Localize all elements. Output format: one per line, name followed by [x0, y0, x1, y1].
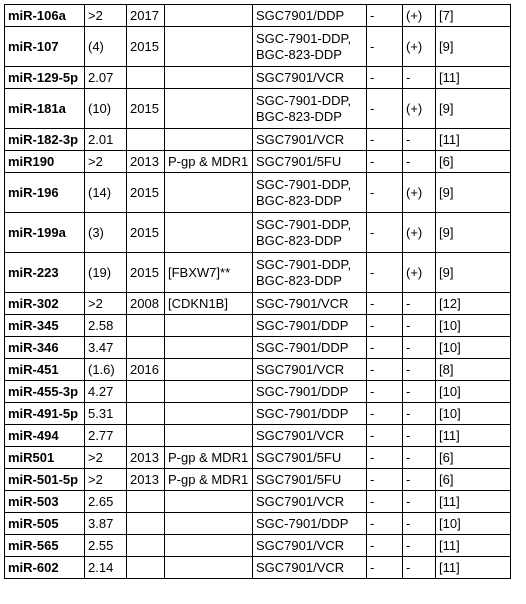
fold-change-cell: 2.07 — [85, 67, 127, 89]
table-body — [5, 5, 511, 579]
column-7-cell: - — [403, 535, 436, 557]
fold-change-cell: >2 — [85, 447, 127, 469]
year-cell: 2016 — [127, 359, 165, 381]
table-row — [5, 557, 511, 579]
reference-cell: [10] — [436, 337, 511, 359]
cell-line-cell: SGC7901/5FU — [253, 447, 367, 469]
mirna-name-cell: miR190 — [5, 151, 85, 173]
table-row — [5, 447, 511, 469]
cell-line-cell: SGC7901/VCR — [253, 67, 367, 89]
column-7-cell: (+) — [403, 213, 436, 253]
year-cell — [127, 491, 165, 513]
cell-line-cell: SGC-7901-DDP, BGC-823-DDP — [253, 213, 367, 253]
cell-line-cell: SGC7901/VCR — [253, 129, 367, 151]
mirna-name-cell: miR-129-5p — [5, 67, 85, 89]
year-cell: 2015 — [127, 27, 165, 67]
target-cell: P-gp & MDR1 — [165, 151, 253, 173]
year-cell: 2017 — [127, 5, 165, 27]
cell-line-cell: SGC-7901/DDP — [253, 315, 367, 337]
column-7-cell: - — [403, 315, 436, 337]
reference-cell: [6] — [436, 469, 511, 491]
target-cell: P-gp & MDR1 — [165, 447, 253, 469]
target-cell — [165, 403, 253, 425]
year-cell — [127, 315, 165, 337]
column-6-cell: - — [367, 5, 403, 27]
year-cell: 2015 — [127, 253, 165, 293]
column-7-cell: - — [403, 491, 436, 513]
fold-change-cell: 3.87 — [85, 513, 127, 535]
table-row — [5, 151, 511, 173]
reference-cell: [10] — [436, 315, 511, 337]
target-cell — [165, 173, 253, 213]
fold-change-cell: (3) — [85, 213, 127, 253]
mirna-name-cell: miR-106a — [5, 5, 85, 27]
year-cell — [127, 381, 165, 403]
target-cell — [165, 359, 253, 381]
year-cell — [127, 129, 165, 151]
table-row — [5, 337, 511, 359]
table-row — [5, 27, 511, 67]
reference-cell: [11] — [436, 425, 511, 447]
fold-change-cell: (10) — [85, 89, 127, 129]
reference-cell: [11] — [436, 557, 511, 579]
column-7-cell: (+) — [403, 89, 436, 129]
fold-change-cell: 2.58 — [85, 315, 127, 337]
cell-line-cell: SGC-7901/VCR — [253, 293, 367, 315]
mirna-name-cell: miR-223 — [5, 253, 85, 293]
mirna-name-cell: miR-345 — [5, 315, 85, 337]
target-cell — [165, 129, 253, 151]
year-cell — [127, 425, 165, 447]
fold-change-cell: 5.31 — [85, 403, 127, 425]
target-cell — [165, 67, 253, 89]
cell-line-cell: SGC7901/VCR — [253, 535, 367, 557]
table-row — [5, 403, 511, 425]
reference-cell: [11] — [436, 491, 511, 513]
table-row — [5, 293, 511, 315]
reference-cell: [11] — [436, 129, 511, 151]
column-6-cell: - — [367, 513, 403, 535]
target-cell: [FBXW7]** — [165, 253, 253, 293]
cell-line-cell: SGC-7901/DDP — [253, 403, 367, 425]
cell-line-cell: SGC7901/DDP — [253, 5, 367, 27]
column-6-cell: - — [367, 213, 403, 253]
column-6-cell: - — [367, 469, 403, 491]
target-cell — [165, 381, 253, 403]
fold-change-cell: 2.55 — [85, 535, 127, 557]
fold-change-cell: >2 — [85, 293, 127, 315]
column-6-cell: - — [367, 173, 403, 213]
column-7-cell: (+) — [403, 5, 436, 27]
column-7-cell: - — [403, 381, 436, 403]
reference-cell: [11] — [436, 535, 511, 557]
cell-line-cell: SGC-7901-DDP, BGC-823-DDP — [253, 173, 367, 213]
mirna-name-cell: miR-505 — [5, 513, 85, 535]
cell-line-cell: SGC-7901-DDP, BGC-823-DDP — [253, 253, 367, 293]
table-row — [5, 535, 511, 557]
table-row — [5, 67, 511, 89]
mirna-name-cell: miR-196 — [5, 173, 85, 213]
cell-line-cell: SGC-7901-DDP, BGC-823-DDP — [253, 89, 367, 129]
cell-line-cell: SGC7901/5FU — [253, 151, 367, 173]
column-6-cell: - — [367, 89, 403, 129]
column-7-cell: - — [403, 359, 436, 381]
fold-change-cell: (19) — [85, 253, 127, 293]
mirna-name-cell: miR-503 — [5, 491, 85, 513]
target-cell — [165, 213, 253, 253]
column-7-cell: - — [403, 425, 436, 447]
column-7-cell: - — [403, 403, 436, 425]
fold-change-cell: 2.14 — [85, 557, 127, 579]
table-row — [5, 129, 511, 151]
table-row — [5, 5, 511, 27]
year-cell — [127, 535, 165, 557]
column-7-cell: (+) — [403, 173, 436, 213]
mirna-name-cell: miR-565 — [5, 535, 85, 557]
reference-cell: [8] — [436, 359, 511, 381]
target-cell — [165, 27, 253, 67]
fold-change-cell: 3.47 — [85, 337, 127, 359]
cell-line-cell: SGC7901/VCR — [253, 425, 367, 447]
table-row — [5, 359, 511, 381]
year-cell — [127, 337, 165, 359]
table-row — [5, 469, 511, 491]
year-cell — [127, 557, 165, 579]
mirna-name-cell: miR-346 — [5, 337, 85, 359]
mirna-name-cell: miR501 — [5, 447, 85, 469]
fold-change-cell: (14) — [85, 173, 127, 213]
target-cell: [CDKN1B] — [165, 293, 253, 315]
column-6-cell: - — [367, 403, 403, 425]
cell-line-cell: SGC-7901/DDP — [253, 337, 367, 359]
target-cell — [165, 513, 253, 535]
column-7-cell: - — [403, 447, 436, 469]
column-6-cell: - — [367, 491, 403, 513]
table-container — [4, 4, 511, 579]
column-6-cell: - — [367, 425, 403, 447]
target-cell — [165, 89, 253, 129]
reference-cell: [9] — [436, 213, 511, 253]
mirna-name-cell: miR-302 — [5, 293, 85, 315]
year-cell: 2015 — [127, 89, 165, 129]
column-7-cell: - — [403, 513, 436, 535]
target-cell — [165, 5, 253, 27]
column-6-cell: - — [367, 293, 403, 315]
column-6-cell: - — [367, 315, 403, 337]
column-7-cell: (+) — [403, 27, 436, 67]
fold-change-cell: 4.27 — [85, 381, 127, 403]
fold-change-cell: (1.6) — [85, 359, 127, 381]
reference-cell: [10] — [436, 403, 511, 425]
column-7-cell: - — [403, 293, 436, 315]
year-cell: 2015 — [127, 173, 165, 213]
fold-change-cell: 2.01 — [85, 129, 127, 151]
mirna-name-cell: miR-501-5p — [5, 469, 85, 491]
column-6-cell: - — [367, 337, 403, 359]
reference-cell: [11] — [436, 67, 511, 89]
column-6-cell: - — [367, 381, 403, 403]
column-6-cell: - — [367, 535, 403, 557]
column-7-cell: - — [403, 129, 436, 151]
mirna-table — [4, 4, 511, 579]
cell-line-cell: SGC-7901-DDP, BGC-823-DDP — [253, 27, 367, 67]
target-cell: P-gp & MDR1 — [165, 469, 253, 491]
target-cell — [165, 315, 253, 337]
reference-cell: [9] — [436, 253, 511, 293]
column-6-cell: - — [367, 129, 403, 151]
table-row — [5, 425, 511, 447]
mirna-name-cell: miR-107 — [5, 27, 85, 67]
target-cell — [165, 557, 253, 579]
fold-change-cell: >2 — [85, 5, 127, 27]
cell-line-cell: SGC-7901/DDP — [253, 513, 367, 535]
target-cell — [165, 535, 253, 557]
target-cell — [165, 491, 253, 513]
fold-change-cell: 2.77 — [85, 425, 127, 447]
target-cell — [165, 425, 253, 447]
year-cell: 2013 — [127, 469, 165, 491]
table-row — [5, 253, 511, 293]
year-cell: 2015 — [127, 213, 165, 253]
year-cell — [127, 67, 165, 89]
mirna-name-cell: miR-181a — [5, 89, 85, 129]
year-cell: 2008 — [127, 293, 165, 315]
column-7-cell: - — [403, 67, 436, 89]
mirna-name-cell: miR-199a — [5, 213, 85, 253]
cell-line-cell: SGC7901/VCR — [253, 557, 367, 579]
year-cell — [127, 513, 165, 535]
table-row — [5, 381, 511, 403]
column-7-cell: - — [403, 151, 436, 173]
column-6-cell: - — [367, 67, 403, 89]
column-6-cell: - — [367, 27, 403, 67]
target-cell — [165, 337, 253, 359]
fold-change-cell: >2 — [85, 469, 127, 491]
column-6-cell: - — [367, 359, 403, 381]
mirna-name-cell: miR-491-5p — [5, 403, 85, 425]
reference-cell: [9] — [436, 173, 511, 213]
mirna-name-cell: miR-182-3p — [5, 129, 85, 151]
reference-cell: [9] — [436, 27, 511, 67]
reference-cell: [6] — [436, 151, 511, 173]
mirna-name-cell: miR-455-3p — [5, 381, 85, 403]
fold-change-cell: 2.65 — [85, 491, 127, 513]
mirna-name-cell: miR-602 — [5, 557, 85, 579]
table-row — [5, 89, 511, 129]
column-6-cell: - — [367, 447, 403, 469]
mirna-name-cell: miR-451 — [5, 359, 85, 381]
mirna-name-cell: miR-494 — [5, 425, 85, 447]
cell-line-cell: SGC7901/VCR — [253, 491, 367, 513]
table-row — [5, 173, 511, 213]
column-7-cell: - — [403, 469, 436, 491]
column-7-cell: (+) — [403, 253, 436, 293]
cell-line-cell: SGC7901/VCR — [253, 359, 367, 381]
table-row — [5, 315, 511, 337]
fold-change-cell: (4) — [85, 27, 127, 67]
reference-cell: [7] — [436, 5, 511, 27]
cell-line-cell: SGC7901/5FU — [253, 469, 367, 491]
table-row — [5, 491, 511, 513]
reference-cell: [12] — [436, 293, 511, 315]
reference-cell: [10] — [436, 513, 511, 535]
column-6-cell: - — [367, 253, 403, 293]
cell-line-cell: SGC-7901/DDP — [253, 381, 367, 403]
table-row — [5, 513, 511, 535]
year-cell: 2013 — [127, 151, 165, 173]
fold-change-cell: >2 — [85, 151, 127, 173]
year-cell: 2013 — [127, 447, 165, 469]
reference-cell: [10] — [436, 381, 511, 403]
table-row — [5, 213, 511, 253]
reference-cell: [6] — [436, 447, 511, 469]
column-7-cell: - — [403, 337, 436, 359]
year-cell — [127, 403, 165, 425]
column-6-cell: - — [367, 151, 403, 173]
column-7-cell: - — [403, 557, 436, 579]
column-6-cell: - — [367, 557, 403, 579]
reference-cell: [9] — [436, 89, 511, 129]
